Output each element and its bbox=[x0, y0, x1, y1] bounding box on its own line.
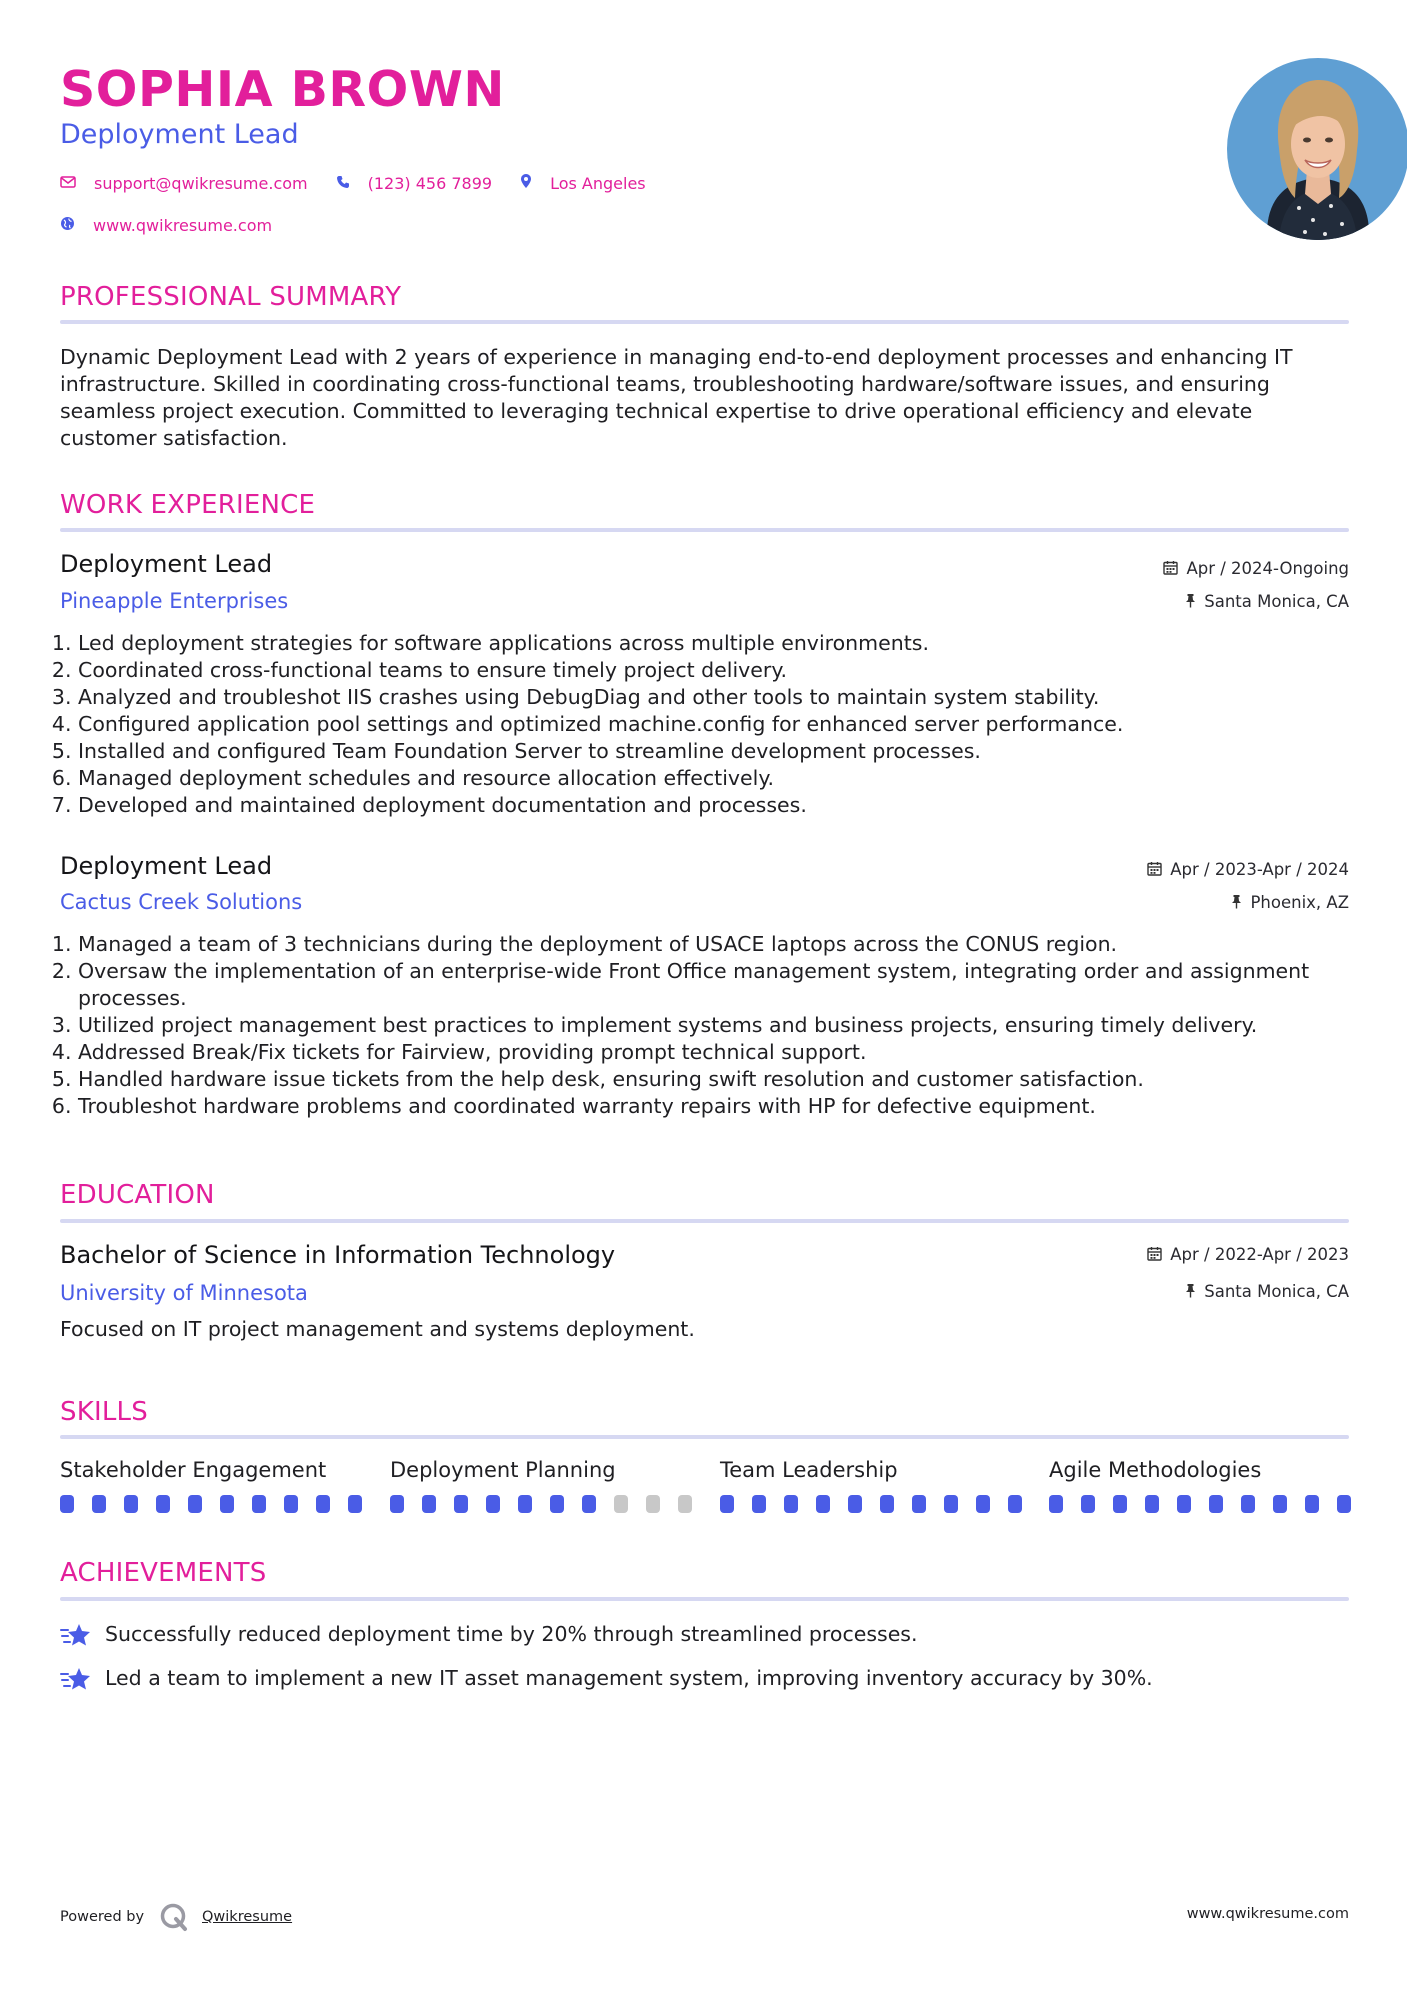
skills-heading: SKILLS bbox=[60, 1397, 148, 1427]
contact-phone[interactable]: (123) 456 7899 bbox=[367, 173, 493, 193]
job-dates-text: Apr / 2024-Ongoing bbox=[1186, 559, 1349, 578]
job-bullet: 3. Utilized project management best practices to implement systems and business projects, ensuring timely delivery. bbox=[78, 1012, 1349, 1039]
company-name: Pineapple Enterprises bbox=[60, 589, 289, 613]
education-location bbox=[1185, 1281, 1349, 1304]
skill-dot-filled bbox=[1273, 1495, 1287, 1513]
skill-dot-empty bbox=[646, 1495, 660, 1513]
map-pin-icon bbox=[520, 173, 532, 195]
calendar-icon bbox=[1147, 1245, 1162, 1267]
job-location-text: Santa Monica, CA bbox=[1204, 592, 1349, 611]
contact-email[interactable]: support@qwikresume.com bbox=[94, 173, 308, 193]
star-icon bbox=[60, 1666, 92, 1698]
skill-dot-filled bbox=[454, 1495, 468, 1513]
skill-dot-filled bbox=[976, 1495, 990, 1513]
skill-rating bbox=[60, 1495, 362, 1513]
skill-dot-filled bbox=[1081, 1495, 1095, 1513]
education-dates-text: Apr / 2022-Apr / 2023 bbox=[1170, 1245, 1349, 1264]
skill-name: Agile Methodologies bbox=[1049, 1458, 1262, 1482]
skill-dot-filled bbox=[1337, 1495, 1351, 1513]
skill-dot-filled bbox=[188, 1495, 202, 1513]
skill-dot-filled bbox=[784, 1495, 798, 1513]
job-bullet: 6. Troubleshot hardware problems and coordinated warranty repairs with HP for defective equipment. bbox=[78, 1093, 1349, 1120]
company-name: Cactus Creek Solutions bbox=[60, 890, 303, 914]
experience-divider bbox=[60, 528, 1349, 532]
contact-location: Los Angeles bbox=[550, 173, 646, 193]
candidate-name: SOPHIA BROWN bbox=[60, 61, 505, 118]
education-description: Focused on IT project management and systems deployment. bbox=[60, 1317, 695, 1341]
job-bullet: 6. Managed deployment schedules and resource allocation effectively. bbox=[78, 765, 1349, 792]
skill-dot-filled bbox=[390, 1495, 404, 1513]
job-bullet: 1. Managed a team of 3 technicians during the deployment of USACE laptops across the CONUS region. bbox=[78, 931, 1349, 958]
profile-photo bbox=[1227, 58, 1407, 240]
pushpin-icon bbox=[1185, 1282, 1196, 1304]
skill-dot-filled bbox=[752, 1495, 766, 1513]
job-bullets bbox=[60, 931, 1349, 1120]
contact-row-secondary bbox=[60, 214, 300, 236]
experience-heading: WORK EXPERIENCE bbox=[60, 490, 316, 520]
job-title: Deployment Lead bbox=[60, 550, 273, 578]
qwikresume-link[interactable]: Qwikresume bbox=[202, 1909, 293, 1925]
skill-rating bbox=[720, 1495, 1022, 1513]
degree-title: Bachelor of Science in Information Technology bbox=[60, 1241, 616, 1269]
candidate-role: Deployment Lead bbox=[60, 119, 299, 150]
job-location-text: Phoenix, AZ bbox=[1250, 893, 1349, 912]
skill-dot-filled bbox=[1008, 1495, 1022, 1513]
powered-by-label: Powered by bbox=[60, 1909, 145, 1925]
achievement-item bbox=[60, 1620, 1349, 1650]
skill-dot-filled bbox=[1241, 1495, 1255, 1513]
pushpin-icon bbox=[1185, 592, 1196, 614]
skill-dot-filled bbox=[220, 1495, 234, 1513]
job-title: Deployment Lead bbox=[60, 852, 273, 880]
skills-divider bbox=[60, 1435, 1349, 1439]
qwikresume-logo-icon bbox=[158, 1901, 190, 1937]
education-dates bbox=[1147, 1244, 1349, 1267]
skill-dot-filled bbox=[944, 1495, 958, 1513]
skill-dot-filled bbox=[1177, 1495, 1191, 1513]
job-bullet: 3. Analyzed and troubleshot IIS crashes using DebugDiag and other tools to maintain system stability. bbox=[78, 684, 1349, 711]
job-bullet: 5. Handled hardware issue tickets from the help desk, ensuring swift resolution and customer satisfaction. bbox=[78, 1066, 1349, 1093]
job-dates bbox=[1147, 859, 1349, 882]
achievements-divider bbox=[60, 1597, 1349, 1601]
skill-dot-filled bbox=[1145, 1495, 1159, 1513]
skill-dot-filled bbox=[816, 1495, 830, 1513]
contact-website[interactable]: www.qwikresume.com bbox=[93, 215, 273, 235]
job-bullet: 2. Oversaw the implementation of an enterprise-wide Front Office management system, integrating order and assignment processes. bbox=[78, 958, 1349, 1012]
skill-dot-filled bbox=[880, 1495, 894, 1513]
skill-dot-filled bbox=[848, 1495, 862, 1513]
skill-dot-filled bbox=[92, 1495, 106, 1513]
skill-name: Stakeholder Engagement bbox=[60, 1458, 327, 1482]
skill-rating bbox=[1049, 1495, 1351, 1513]
achievement-item bbox=[60, 1664, 1349, 1694]
achievement-text: Successfully reduced deployment time by 20% through streamlined processes. bbox=[105, 1622, 918, 1646]
footer-url[interactable]: www.qwikresume.com bbox=[1186, 1906, 1349, 1922]
star-icon bbox=[60, 1622, 92, 1654]
skill-dot-filled bbox=[156, 1495, 170, 1513]
skill-dot-filled bbox=[284, 1495, 298, 1513]
calendar-icon bbox=[1147, 860, 1162, 882]
job-bullet: 5. Installed and configured Team Foundation Server to streamline development processes. bbox=[78, 738, 1349, 765]
skill-dot-filled bbox=[422, 1495, 436, 1513]
skill-dot-filled bbox=[1209, 1495, 1223, 1513]
skill-name: Deployment Planning bbox=[390, 1458, 616, 1482]
skill-name: Team Leadership bbox=[720, 1458, 898, 1482]
skill-dot-filled bbox=[518, 1495, 532, 1513]
job-bullet: 7. Developed and maintained deployment documentation and processes. bbox=[78, 792, 1349, 819]
skill-dot-filled bbox=[1113, 1495, 1127, 1513]
job-bullet: 4. Addressed Break/Fix tickets for Fairview, providing prompt technical support. bbox=[78, 1039, 1349, 1066]
skill-dot-filled bbox=[912, 1495, 926, 1513]
skill-dot-filled bbox=[316, 1495, 330, 1513]
pushpin-icon bbox=[1231, 893, 1242, 915]
calendar-icon bbox=[1163, 559, 1178, 581]
skill-dot-filled bbox=[582, 1495, 596, 1513]
job-bullets bbox=[60, 630, 1349, 819]
skill-dot-filled bbox=[1305, 1495, 1319, 1513]
summary-heading: PROFESSIONAL SUMMARY bbox=[60, 282, 402, 312]
job-dates bbox=[1163, 558, 1349, 581]
job-dates-text: Apr / 2023-Apr / 2024 bbox=[1170, 860, 1349, 879]
education-location-text: Santa Monica, CA bbox=[1204, 1282, 1349, 1301]
skill-dot-filled bbox=[720, 1495, 734, 1513]
envelope-icon bbox=[60, 173, 76, 195]
education-divider bbox=[60, 1219, 1349, 1223]
education-heading: EDUCATION bbox=[60, 1180, 215, 1210]
job-bullet: 4. Configured application pool settings and optimized machine.config for enhanced server performance. bbox=[78, 711, 1349, 738]
skill-dot-filled bbox=[1049, 1495, 1063, 1513]
skill-rating bbox=[390, 1495, 692, 1513]
summary-text: Dynamic Deployment Lead with 2 years of experience in managing end-to-end deployment processes and enhancing IT infrastructure. Skilled in coordinating cross-functional teams, troubleshooting hardware/software issues, and ensuring seamless project execution. Committed to leveraging technical expertise to drive operational efficiency and elevate customer satisfaction. bbox=[60, 345, 1293, 450]
skill-dot-filled bbox=[486, 1495, 500, 1513]
globe-icon bbox=[60, 215, 75, 237]
job-bullet: 2. Coordinated cross-functional teams to ensure timely project delivery. bbox=[78, 657, 1349, 684]
contact-row-primary bbox=[60, 172, 674, 194]
skill-dot-filled bbox=[60, 1495, 74, 1513]
skill-dot-empty bbox=[614, 1495, 628, 1513]
school-name: University of Minnesota bbox=[60, 1281, 308, 1305]
skill-dot-filled bbox=[348, 1495, 362, 1513]
skill-dot-filled bbox=[252, 1495, 266, 1513]
summary-divider bbox=[60, 320, 1349, 324]
achievement-text: Led a team to implement a new IT asset management system, improving inventory accuracy by 30%. bbox=[105, 1666, 1153, 1690]
job-location bbox=[1185, 591, 1349, 614]
job-location bbox=[1231, 892, 1349, 915]
achievements-heading: ACHIEVEMENTS bbox=[60, 1558, 267, 1588]
job-bullet: 1. Led deployment strategies for software applications across multiple environments. bbox=[78, 630, 1349, 657]
skill-dot-filled bbox=[124, 1495, 138, 1513]
skill-dot-filled bbox=[550, 1495, 564, 1513]
phone-icon bbox=[336, 173, 350, 195]
skill-dot-empty bbox=[678, 1495, 692, 1513]
